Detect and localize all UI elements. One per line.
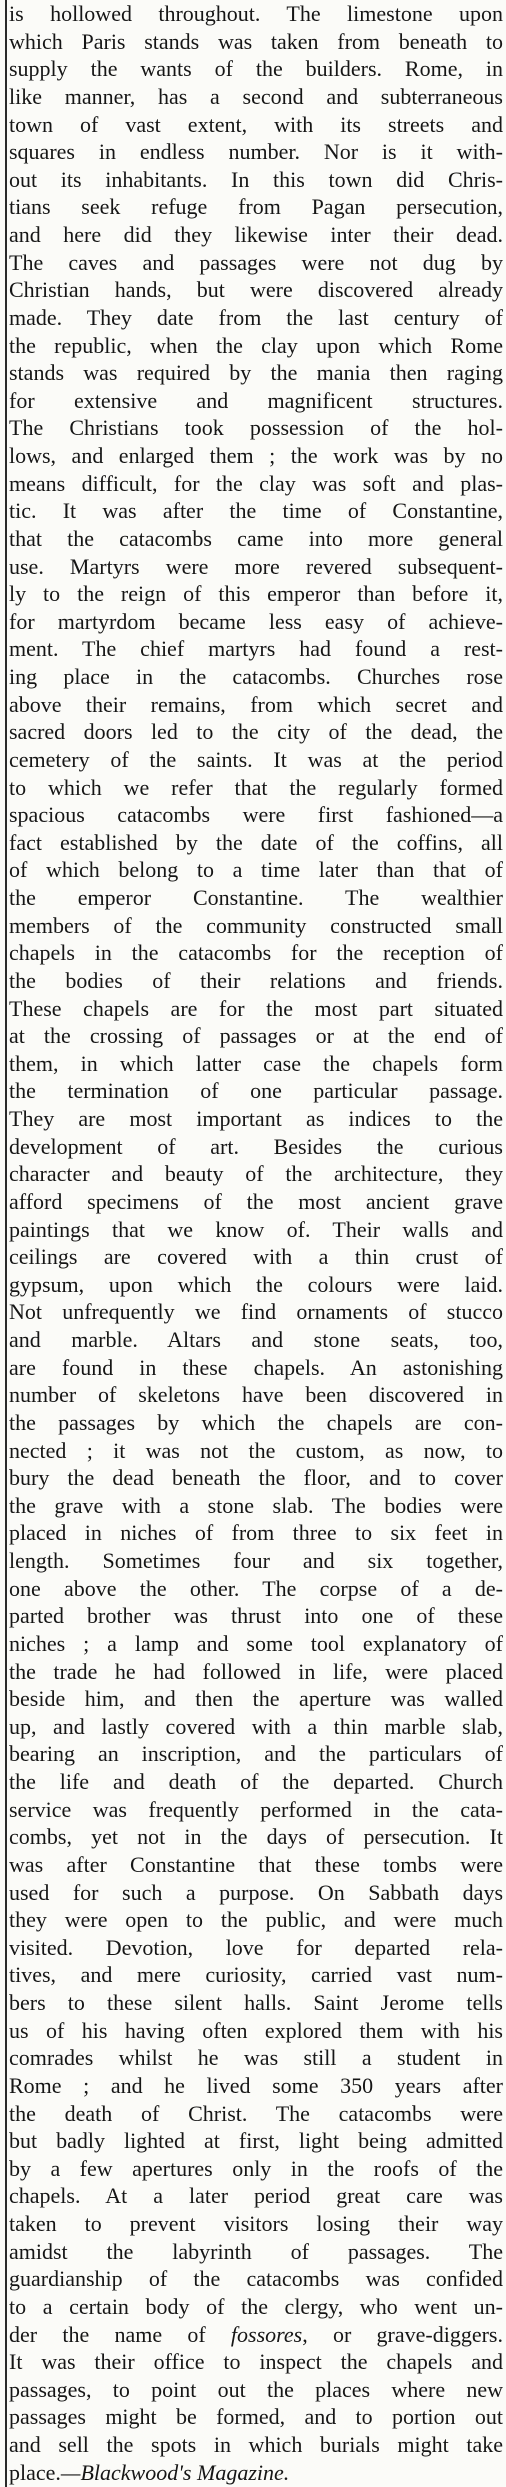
article-line: parted brother was thrust into one of these	[9, 1603, 503, 1629]
article-line: placed in niches of from three to six feet in	[9, 1520, 503, 1546]
article-line: length. Sometimes four and six together,	[9, 1548, 503, 1573]
italic-term: fossores	[230, 2321, 303, 2347]
article-line: means difficult, for the clay was soft and plas-	[9, 470, 503, 496]
line-text: , or grave-diggers.	[302, 2321, 503, 2347]
article-line: to which we refer that the regularly formed	[9, 774, 503, 800]
article-line	[9, 2459, 503, 2487]
article-line: It was their office to inspect the chapels and	[9, 2349, 503, 2375]
article-line: spacious catacombs were first fashioned—a	[9, 802, 503, 828]
article-line: tians seek refuge from Pagan persecution,	[9, 194, 503, 220]
article-line: ceilings are covered with a thin crust of	[9, 1244, 503, 1270]
article-line: gypsum, upon which the colours were laid.	[9, 1271, 503, 1297]
article-line: sacred doors led to the city of the dead, the	[9, 719, 503, 745]
article-line: combs, yet not in the days of persecution. It	[9, 1824, 503, 1850]
article-line: supply the wants of the builders. Rome, in	[9, 56, 503, 82]
article-line: niches ; a lamp and some tool explanatory of	[9, 1630, 503, 1656]
article-line: passages, to point out the places where new	[9, 2376, 503, 2402]
article-line: members of the community constructed small	[9, 912, 503, 938]
article-line: lows, and enlarged them ; the work was by no	[9, 443, 503, 468]
article-line: the republic, when the clay upon which Rome	[9, 332, 503, 358]
article-line: the passages by which the chapels are con-	[9, 1409, 503, 1435]
article-line: the trade he had followed in life, were placed	[9, 1658, 503, 1684]
article-line: at the crossing of passages or at the end of	[9, 1023, 503, 1049]
article-line: use. Martyrs were more revered subsequent-	[9, 553, 503, 579]
column-rule	[5, 0, 7, 2487]
article-line: but badly lighted at first, light being admitted	[9, 2128, 503, 2154]
article-line: the grave with a stone slab. The bodies were	[9, 1492, 503, 1518]
article-line: guardianship of the catacombs was confided	[9, 2266, 503, 2292]
article-line: The Christians took possession of the hol-	[9, 415, 503, 441]
article-line: town of vast extent, with its streets and	[9, 111, 503, 137]
article-line: which Paris stands was taken from beneath to	[9, 28, 503, 54]
article-line: and here did they likewise inter their dead.	[9, 222, 503, 247]
article-line: visited. Devotion, love for departed rela-	[9, 1934, 503, 1960]
article-line: comrades whilst he was still a student in	[9, 2045, 503, 2071]
article-line: Not unfrequently we find ornaments of stucco	[9, 1299, 503, 1325]
article-line: amidst the labyrinth of passages. The	[9, 2238, 503, 2264]
article-line: chapels. At a later period great care was	[9, 2183, 503, 2209]
article-line: service was frequently performed in the cata-	[9, 1796, 503, 1822]
article-line: up, and lastly covered with a thin marble slab,	[9, 1713, 503, 1739]
article-line: for martyrdom became less easy of achieve-	[9, 608, 503, 634]
article-line: and marble. Altars and stone seats, too,	[9, 1327, 503, 1352]
article-line: the life and death of the departed. Church	[9, 1769, 503, 1794]
article-line: bury the dead beneath the floor, and to cover	[9, 1465, 503, 1491]
article-line: squares in endless number. Nor is it with-	[9, 139, 503, 165]
line-text: place.	[9, 2459, 61, 2485]
article-line: the death of Christ. The catacombs were	[9, 2100, 503, 2126]
article-line: by a few apertures only in the roofs of the	[9, 2155, 503, 2181]
article-line: afford specimens of the most ancient grave	[9, 1188, 503, 1214]
article-line: They are most important as indices to the	[9, 1106, 503, 1131]
article-line: us of his having often explored them with his	[9, 2017, 503, 2043]
article-line: development of art. Besides the curious	[9, 1133, 503, 1159]
article-line: Christian hands, but were discovered already	[9, 277, 503, 303]
article-line: one above the other. The corpse of a de-	[9, 1575, 503, 1601]
line-text: der the name of	[9, 2321, 231, 2347]
article-line: the termination of one particular passage.	[9, 1078, 503, 1104]
article-line: character and beauty of the architecture, they	[9, 1161, 503, 1187]
article-line: The caves and passages were not dug by	[9, 249, 503, 275]
article-line: used for such a purpose. On Sabbath days	[9, 1879, 503, 1905]
article-line: tives, and mere curiosity, carried vast num-	[9, 1962, 503, 1988]
article-line: the emperor Constantine. The wealthier	[9, 885, 503, 910]
article-line: ly to the reign of this emperor than before it,	[9, 581, 503, 607]
article-line: taken to prevent visitors losing their way	[9, 2211, 503, 2236]
article-line: to a certain body of the clergy, who went un-	[9, 2293, 503, 2319]
article-line: for extensive and magnificent structures.	[9, 387, 503, 413]
article-line: made. They date from the last century of	[9, 304, 503, 330]
article-line: chapels in the catacombs for the reception of	[9, 940, 503, 966]
article-line: paintings that we know of. Their walls and	[9, 1216, 503, 1242]
article-line: cemetery of the saints. It was at the period	[9, 746, 503, 772]
article-column	[9, 0, 503, 2486]
article-line: These chapels are for the most part situated	[9, 995, 503, 1021]
article-line: they were open to the public, and were much	[9, 1907, 503, 1933]
article-line: tic. It was after the time of Constantine,	[9, 498, 503, 524]
article-line: is hollowed throughout. The limestone upon	[9, 1, 503, 26]
source-credit: —Blackwood's Magazine.	[60, 2459, 290, 2485]
article-line: them, in which latter case the chapels form	[9, 1050, 503, 1076]
article-line: are found in these chapels. An astonishing	[9, 1354, 503, 1380]
article-line: of which belong to a time later than that of	[9, 857, 503, 883]
article-line: and sell the spots in which burials might take	[9, 2432, 503, 2457]
article-line: passages might be formed, and to portion out	[9, 2404, 503, 2430]
article-line: stands was required by the mania then raging	[9, 360, 503, 386]
article-line: that the catacombs came into more general	[9, 525, 503, 551]
article-line: nected ; it was not the custom, as now, to	[9, 1437, 503, 1463]
article-line: ment. The chief martyrs had found a rest-	[9, 636, 503, 662]
article-line: beside him, and then the aperture was walled	[9, 1686, 503, 1712]
article-line: Rome ; and he lived some 350 years after	[9, 2072, 503, 2098]
article-line: bearing an inscription, and the particulars of	[9, 1741, 503, 1767]
article-line: fact established by the date of the coffins, all	[9, 829, 503, 855]
article-line: bers to these silent halls. Saint Jerome tells	[9, 1990, 503, 2015]
article-line: out its inhabitants. In this town did Chris-	[9, 166, 503, 192]
article-line: was after Constantine that these tombs were	[9, 1851, 503, 1877]
article-line: like manner, has a second and subterraneous	[9, 83, 503, 109]
article-line: above their remains, from which secret and	[9, 691, 503, 717]
article-line: number of skeletons have been discovered in	[9, 1382, 503, 1408]
article-line	[9, 2321, 503, 2349]
article-line: ing place in the catacombs. Churches rose	[9, 664, 503, 689]
article-line: the bodies of their relations and friends.	[9, 967, 503, 993]
